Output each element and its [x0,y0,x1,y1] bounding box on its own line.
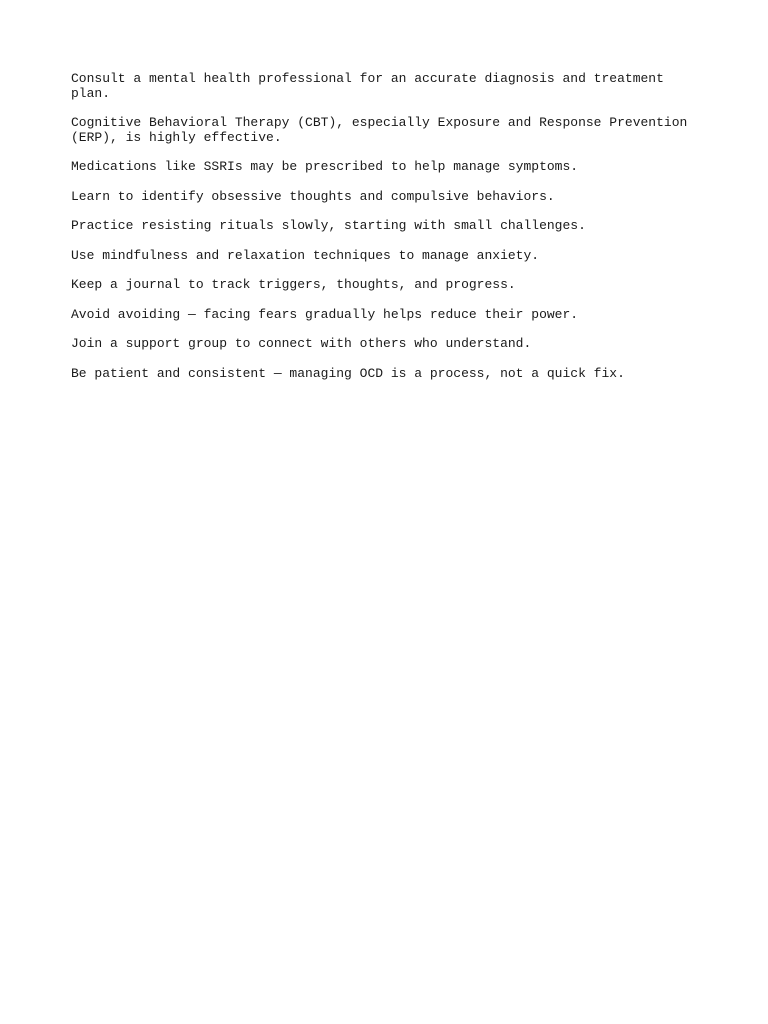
paragraph-cbt-erp: Cognitive Behavioral Therapy (CBT), especially Exposure and Response Prevention (ERP), is highly effective. [71,115,688,145]
paragraph-be-patient: Be patient and consistent — managing OCD is a process, not a quick fix. [71,365,625,381]
paragraph-journal: Keep a journal to track triggers, thoughts, and progress. [71,277,516,292]
document-body [71,72,701,396]
paragraph-mindfulness: Use mindfulness and relaxation techniques to manage anxiety. [71,247,540,263]
paragraph-medications: Medications like SSRIs may be prescribed to help manage symptoms. [71,159,579,174]
paragraph-consult-professional: Consult a mental health professional for an accurate diagnosis and treatment plan. [71,71,672,101]
paragraph-resist-rituals: Practice resisting rituals slowly, starting with small challenges. [71,218,586,233]
paragraph-avoid-avoiding: Avoid avoiding — facing fears gradually helps reduce their power. [71,306,579,322]
paragraph-support-group: Join a support group to connect with others who understand. [71,336,532,351]
paragraph-identify-thoughts: Learn to identify obsessive thoughts and compulsive behaviors. [71,188,555,204]
